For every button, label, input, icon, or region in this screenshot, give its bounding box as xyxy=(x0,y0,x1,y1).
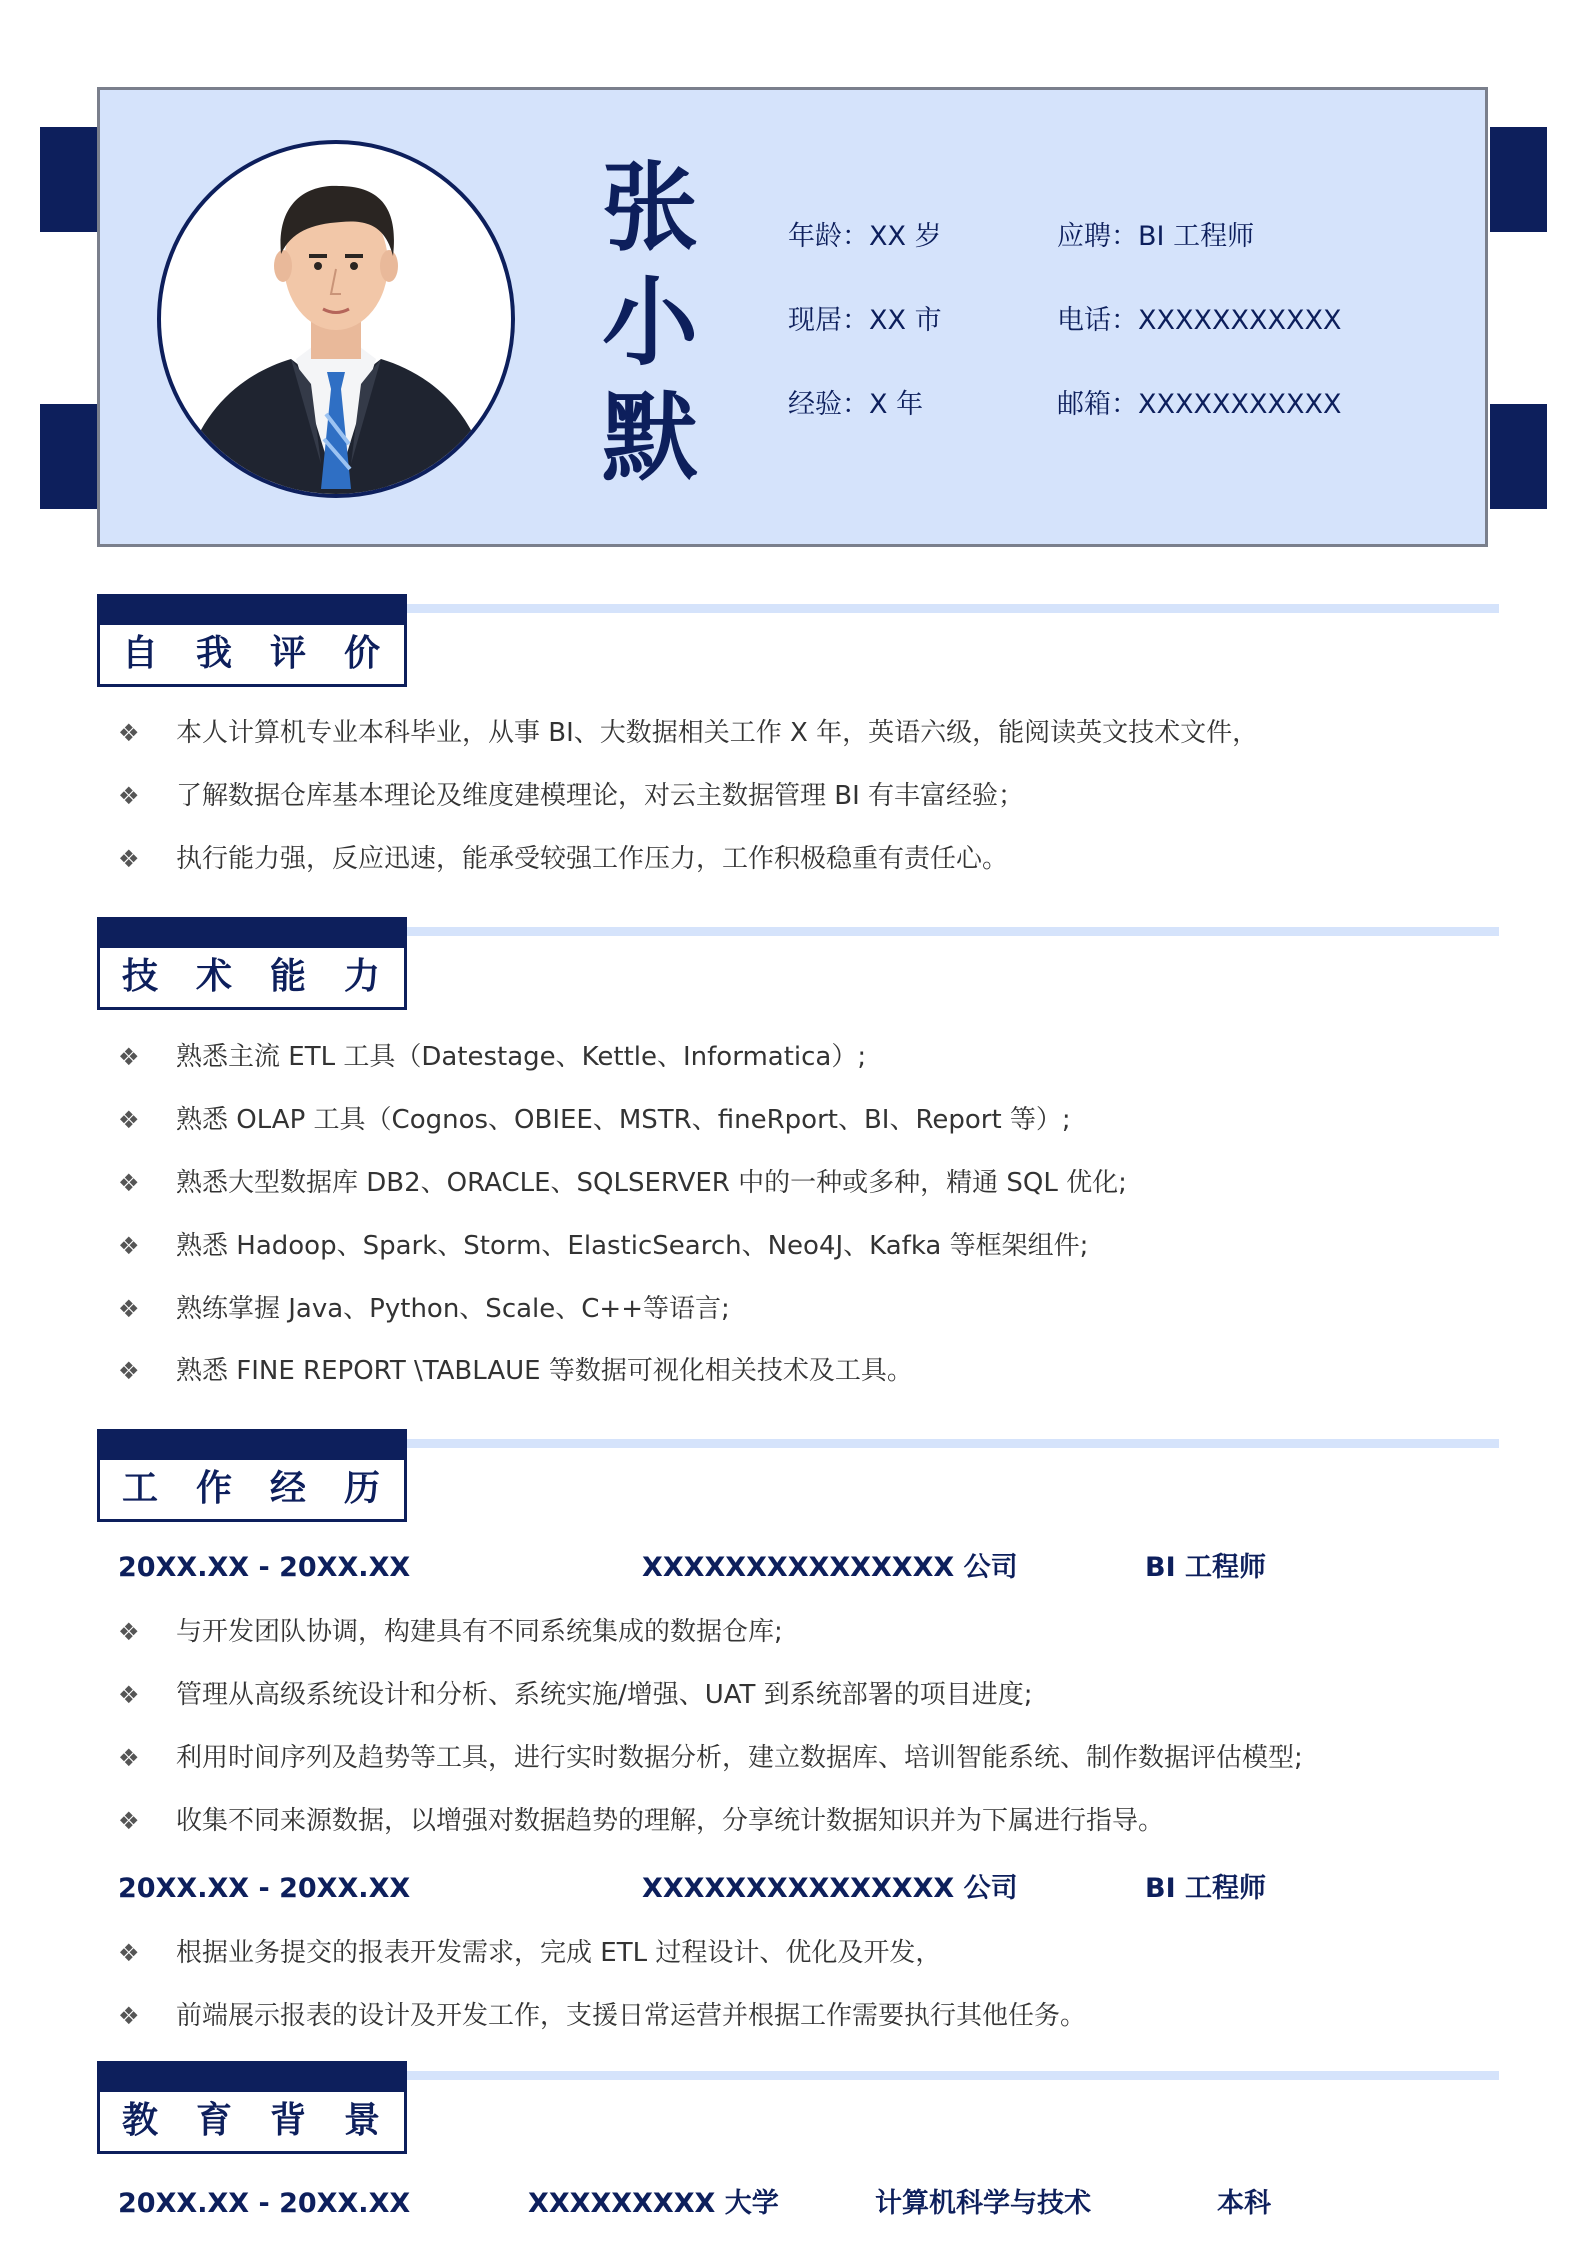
left-deco-block-top xyxy=(40,127,97,232)
section-title-skills: 技术能力 xyxy=(97,948,407,1010)
section-line-self-eval xyxy=(407,604,1499,613)
section-bar-education xyxy=(97,2061,407,2092)
job-1-role: BI 工程师 xyxy=(1145,1552,1267,1583)
info-age: 年龄：XX 岁 xyxy=(788,221,942,252)
section-bar-skills xyxy=(97,917,407,948)
section-line-education xyxy=(407,2071,1499,2080)
job-1-item: ❖ 收集不同来源数据，以增强对数据趋势的理解，分享统计数据知识并为下属进行指导。 xyxy=(118,1803,1164,1839)
avatar xyxy=(157,140,515,498)
bullet-icon: ❖ xyxy=(118,1744,140,1772)
bullet-icon: ❖ xyxy=(118,1043,140,1071)
edu-degree: 本科 xyxy=(1217,2188,1271,2219)
bullet-icon: ❖ xyxy=(118,1295,140,1323)
bullet-icon: ❖ xyxy=(118,2002,140,2030)
edu-period: 20XX.XX - 20XX.XX xyxy=(118,2188,411,2219)
job-2-item: ❖ 前端展示报表的设计及开发工作，支援日常运营并根据工作需要执行其他任务。 xyxy=(118,1998,1086,2034)
avatar-illustration xyxy=(161,144,511,494)
skill-item: ❖ 熟悉 Hadoop、Spark、Storm、ElasticSearch、Neo4J、Kafka 等框架组件; xyxy=(118,1228,1088,1264)
skill-item: ❖ 熟悉 OLAP 工具（Cognos、OBIEE、MSTR、fineRport、BI、Report 等）; xyxy=(118,1102,1071,1138)
section-title-work: 工作经历 xyxy=(97,1460,407,1522)
skill-item: ❖ 熟悉大型数据库 DB2、ORACLE、SQLSERVER 中的一种或多种，精通 SQL 优化; xyxy=(118,1165,1127,1201)
bullet-icon: ❖ xyxy=(118,845,140,873)
name-char-1: 张 xyxy=(602,151,698,264)
self-eval-item: ❖ 本人计算机专业本科毕业，从事 BI、大数据相关工作 X 年，英语六级，能阅读英文技术文件， xyxy=(118,715,1258,751)
info-experience: 经验：X 年 xyxy=(788,389,924,420)
job-1-period: 20XX.XX - 20XX.XX xyxy=(118,1552,411,1583)
section-title-education: 教育背景 xyxy=(97,2092,407,2154)
right-deco-block-top xyxy=(1490,127,1547,232)
edu-school: XXXXXXXXX 大学 xyxy=(528,2188,779,2219)
bullet-icon: ❖ xyxy=(118,1939,140,1967)
skill-item: ❖ 熟悉 FINE REPORT \TABLAUE 等数据可视化相关技术及工具。 xyxy=(118,1353,913,1389)
skill-item: ❖ 熟悉主流 ETL 工具（Datestage、Kettle、Informatica）; xyxy=(118,1039,866,1075)
name-char-2: 小 xyxy=(602,266,698,379)
job-1-company: XXXXXXXXXXXXXXX 公司 xyxy=(642,1552,1018,1583)
section-line-work xyxy=(407,1439,1499,1448)
bullet-icon: ❖ xyxy=(118,719,140,747)
bullet-icon: ❖ xyxy=(118,1681,140,1709)
job-1-item: ❖ 利用时间序列及趋势等工具，进行实时数据分析，建立数据库、培训智能系统、制作数据评估模型; xyxy=(118,1740,1303,1776)
bullet-icon: ❖ xyxy=(118,1357,140,1385)
job-1-item: ❖ 管理从高级系统设计和分析、系统实施/增强、UAT 到系统部署的项目进度; xyxy=(118,1677,1032,1713)
job-1-item: ❖ 与开发团队协调，构建具有不同系统集成的数据仓库; xyxy=(118,1614,783,1650)
skill-item: ❖ 熟练掌握 Java、Python、Scale、C++等语言; xyxy=(118,1291,730,1327)
job-2-role: BI 工程师 xyxy=(1145,1873,1267,1904)
info-residence: 现居：XX 市 xyxy=(788,305,942,336)
section-title-self-eval: 自我评价 xyxy=(97,625,407,687)
bullet-icon: ❖ xyxy=(118,1232,140,1260)
bullet-icon: ❖ xyxy=(118,782,140,810)
right-deco-block-bottom xyxy=(1490,404,1547,509)
section-line-skills xyxy=(407,927,1499,936)
name-char-3: 默 xyxy=(602,381,698,494)
bullet-icon: ❖ xyxy=(118,1169,140,1197)
bullet-icon: ❖ xyxy=(118,1618,140,1646)
section-bar-work xyxy=(97,1429,407,1460)
info-phone: 电话：XXXXXXXXXXX xyxy=(1057,305,1342,336)
job-2-company: XXXXXXXXXXXXXXX 公司 xyxy=(642,1873,1018,1904)
job-2-period: 20XX.XX - 20XX.XX xyxy=(118,1873,411,1904)
bullet-icon: ❖ xyxy=(118,1106,140,1134)
info-position: 应聘：BI 工程师 xyxy=(1057,221,1255,252)
info-email: 邮箱：XXXXXXXXXXX xyxy=(1057,389,1342,420)
edu-major: 计算机科学与技术 xyxy=(875,2188,1091,2219)
job-2-item: ❖ 根据业务提交的报表开发需求，完成 ETL 过程设计、优化及开发， xyxy=(118,1935,941,1971)
section-bar-self-eval xyxy=(97,594,407,625)
self-eval-item: ❖ 了解数据仓库基本理论及维度建模理论，对云主数据管理 BI 有丰富经验； xyxy=(118,778,1024,814)
left-deco-block-bottom xyxy=(40,404,97,509)
self-eval-item: ❖ 执行能力强，反应迅速，能承受较强工作压力，工作积极稳重有责任心。 xyxy=(118,841,1008,877)
bullet-icon: ❖ xyxy=(118,1807,140,1835)
